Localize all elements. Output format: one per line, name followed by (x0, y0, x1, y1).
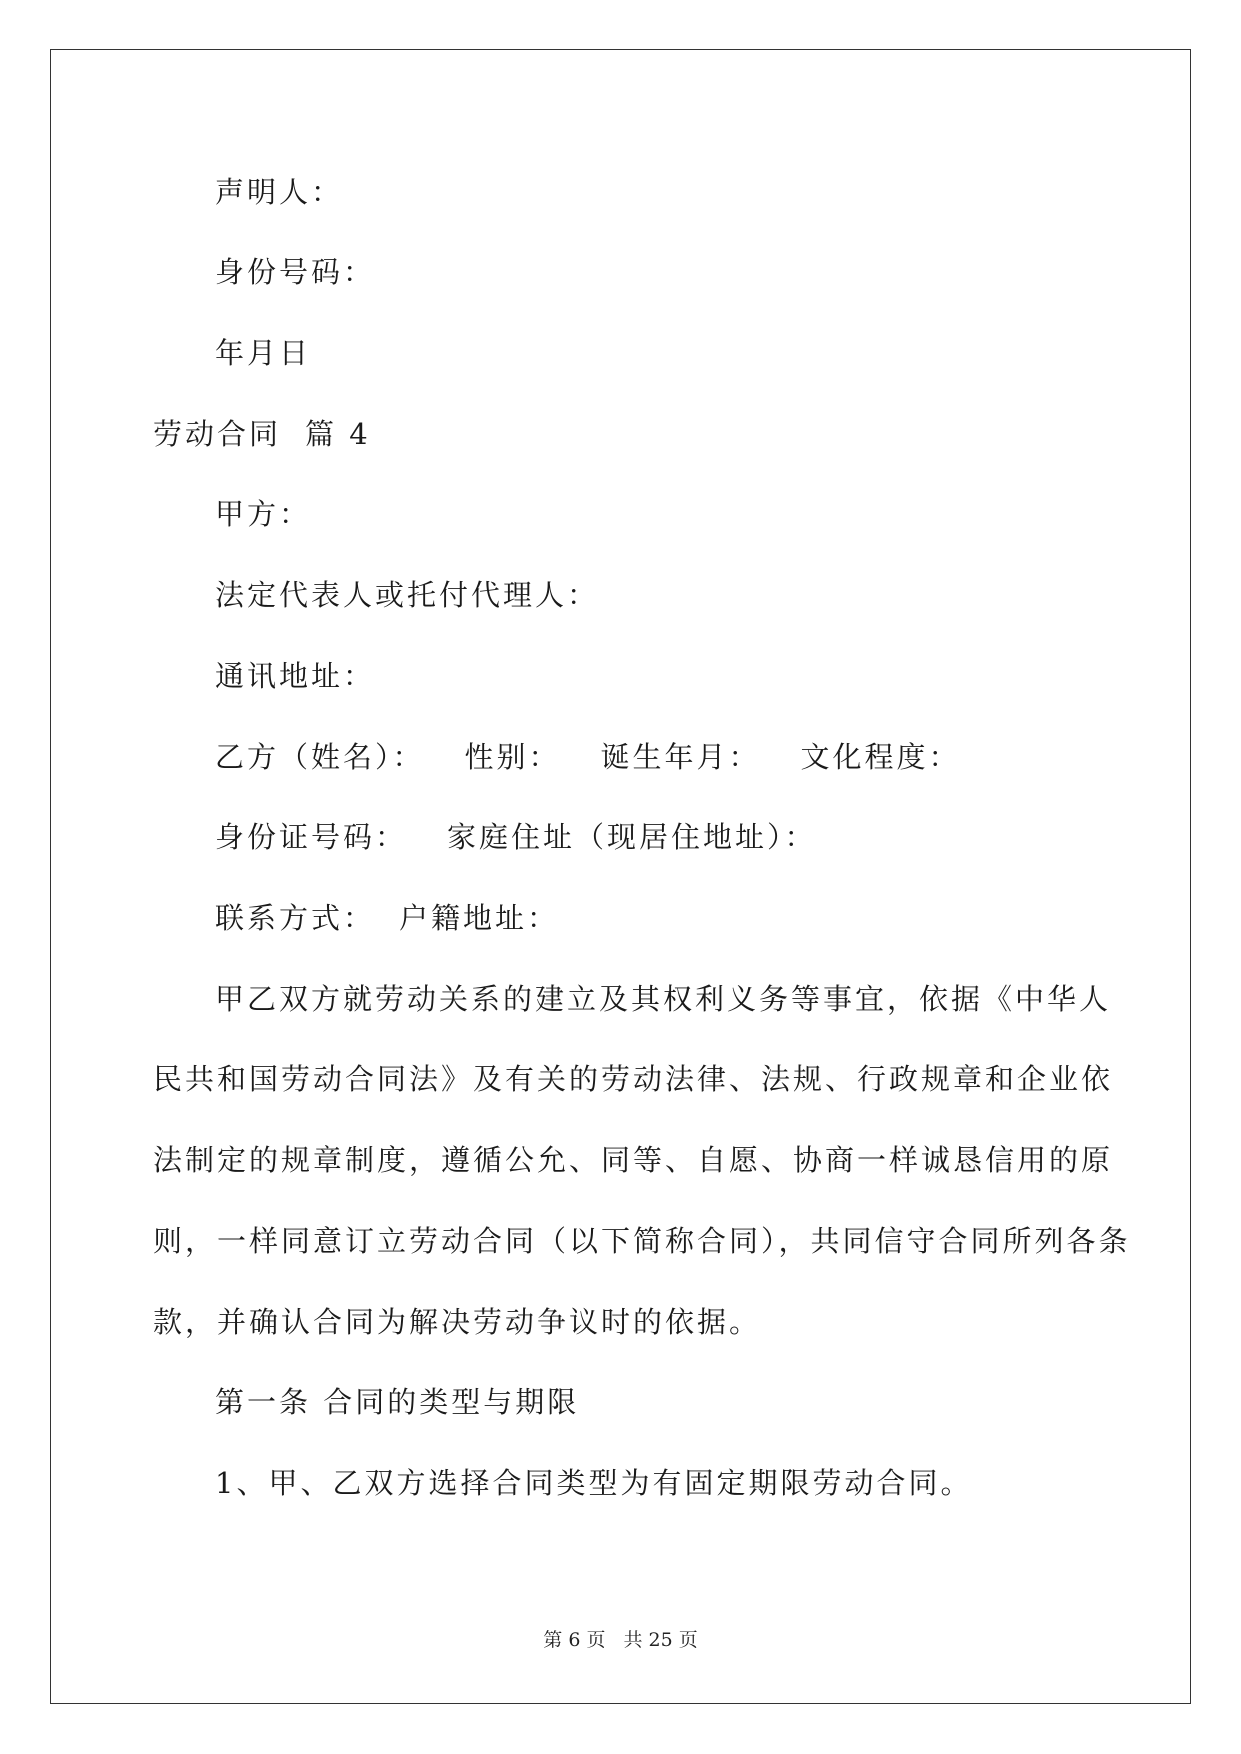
address-line: 通讯地址： (215, 659, 376, 693)
paragraph-line-2: 民共和国劳动合同法》及有关的劳动法律、法规、行政规章和企业依 (153, 1062, 1114, 1096)
party-a-line: 甲方： (215, 497, 312, 531)
page-border (50, 49, 1191, 1704)
contact-line (215, 898, 559, 938)
paragraph-line-1: 甲乙双方就劳动关系的建立及其权利义务等事宜，依据《中华人 (215, 982, 1112, 1016)
paragraph-line-4: 则，一样同意订立劳动合同（以下简称合同），共同信守合同所列各条 (153, 1224, 1131, 1258)
paragraph-line-3: 法制定的规章制度，遵循公允、同等、自愿、协商一样诚恳信用的原 (153, 1143, 1114, 1177)
article-1-heading: 第一条 合同的类型与期限 (215, 1385, 580, 1419)
id-number-line: 身份号码： (215, 255, 376, 289)
declarant-line: 声明人： (215, 175, 344, 209)
education-label: 文化程度： (800, 740, 961, 774)
section-title-main: 劳动合同 (153, 417, 282, 451)
id-card-line (215, 817, 817, 857)
contact-label: 联系方式： (215, 901, 376, 935)
page-number: 第 6 页 (543, 1629, 606, 1651)
household-label: 户籍地址： (399, 901, 560, 935)
party-b-name-label: 乙方（姓名）： (215, 740, 425, 774)
party-b-line (215, 737, 961, 777)
id-card-label: 身份证号码： (215, 820, 408, 854)
home-address-label: 家庭住址（现居住地址）： (447, 820, 817, 854)
clause-1-line: 1、甲、乙双方选择合同类型为有固定期限劳动合同。 (215, 1466, 973, 1500)
section-title (153, 414, 371, 454)
paragraph-line-5: 款，并确认合同为解决劳动争议时的依据。 (153, 1305, 762, 1339)
date-line: 年月日 (215, 336, 312, 370)
legal-rep-line: 法定代表人或托付代理人： (215, 578, 600, 612)
birth-label: 诞生年月： (600, 740, 761, 774)
page-footer (0, 1628, 1241, 1652)
page-total: 共 25 页 (623, 1629, 698, 1651)
section-title-number: 篇 4 (305, 417, 371, 451)
gender-label: 性别： (464, 740, 561, 774)
